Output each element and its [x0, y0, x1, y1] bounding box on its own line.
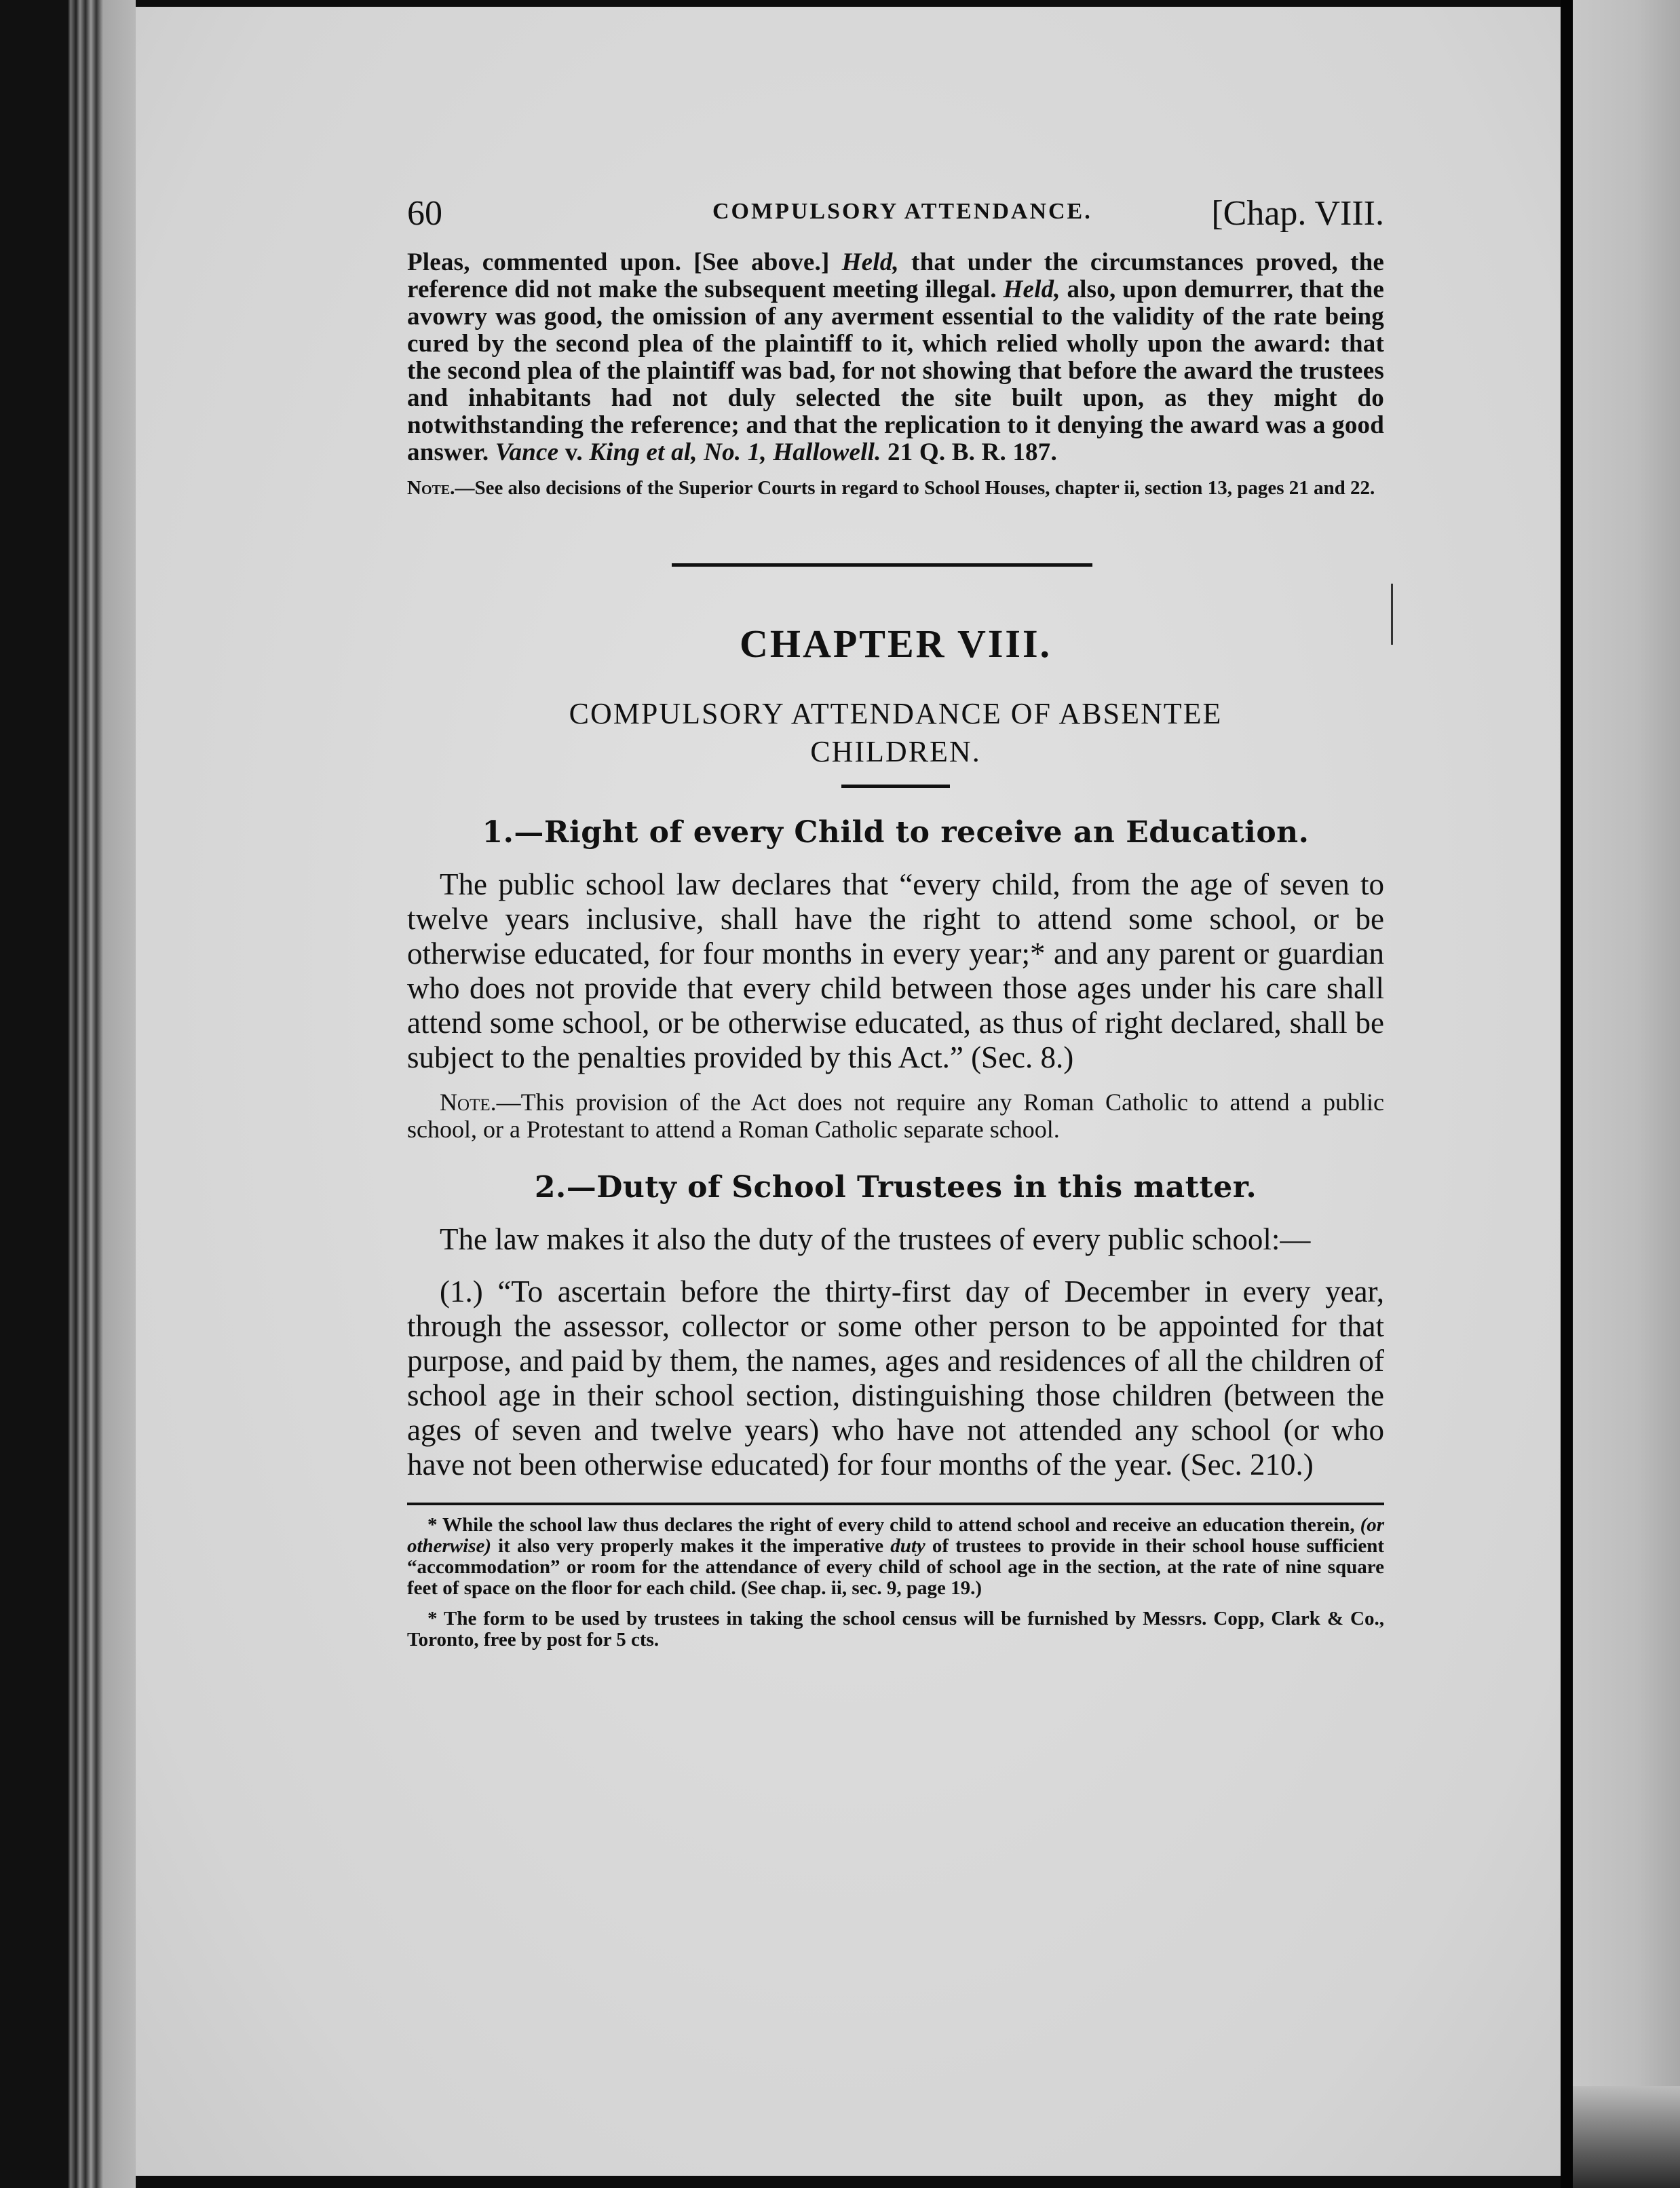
book-spine [1561, 0, 1573, 2188]
title-rule [841, 785, 950, 788]
running-title: COMPULSORY ATTENDANCE. [712, 199, 1092, 224]
page-stack-edge [0, 0, 136, 2188]
footnote-text: of trustees to provide in their school house sufficient “accommodation” or room for the attendance of every child of school age in the section, at the rate of nine square feet of space on the floor for each child. (See chap. ii, sec. 9, page 19.) [407, 1535, 1385, 1599]
footnote-italic: duty [890, 1535, 925, 1557]
footnote-1 [407, 1515, 1384, 1599]
section-2-item-1: (1.) “To ascertain before the thirty-first day of December in every year, through the assessor, collector or some other person to be appointed for that purpose, and paid by them, the names, ages and residences of all the children of school age in their school section, distinguishing those children (between the ages of seven and twelve years) who have not attended any school (or who have not been otherwise educated) for four months of the year. (Sec. 210.) [407, 1275, 1384, 1482]
note-label: Note. [407, 477, 455, 499]
case-text: Pleas, commented upon. [See above.] [407, 248, 830, 276]
margin-mark [1391, 584, 1393, 645]
note-text: —See also decisions of the Superior Courts in regard to School Houses, chapter ii, section 13, pages 21 and 22. [455, 477, 1375, 499]
footnote-text: it also very properly makes it the imperative [498, 1535, 884, 1557]
note-text: —This provision of the Act does not require any Roman Catholic to attend a public school, or a Protestant to attend a Roman Catholic separate school. [407, 1089, 1384, 1143]
section-1-note [407, 1089, 1384, 1143]
chapter-title: CHAPTER VIII. [739, 622, 1052, 666]
case-text: that under the circumstances proved, the reference did not make the subsequent meeting illegal. [407, 248, 1385, 303]
page-number: 60 [407, 194, 442, 233]
citation-case: Vance [495, 438, 559, 466]
note-label: Note. [440, 1089, 497, 1116]
running-head [407, 193, 1384, 241]
facing-page-edge [1573, 0, 1680, 2188]
chapter-reference: [Chap. VIII. [1211, 194, 1384, 233]
section-heading-2: 2.—Duty of School Trustees in this matter. [534, 1170, 1257, 1205]
footnote-text: * While the school law thus declares the right of every child to attend school and receive an education therein, [427, 1514, 1355, 1536]
section-divider [672, 563, 1092, 567]
chapter-subtitle [407, 695, 1384, 771]
citation-case: King et al, No. 1, Hallowell. [589, 438, 881, 466]
footnote-italic: (or otherwise) [407, 1514, 1385, 1557]
held-italic: Held, [841, 248, 899, 276]
citation-report: 21 Q. B. R. 187. [887, 438, 1057, 466]
subtitle-line: CHILDREN. [810, 735, 981, 768]
page-content [407, 193, 1384, 1651]
section-2-intro: The law makes it also the duty of the trustees of every public school:— [440, 1222, 1311, 1256]
citation-v: v. [565, 438, 583, 466]
continued-case-paragraph [407, 249, 1384, 466]
section-heading-1: 1.—Right of every Child to receive an Education. [482, 815, 1310, 850]
held-italic: Held, [1003, 276, 1061, 303]
footnote-rule [407, 1503, 1384, 1505]
footnote-2: * The form to be used by trustees in taking the school census will be furnished by Messrs. Copp, Clark & Co., Toronto, free by post for 5 cts. [407, 1608, 1384, 1651]
note-superior-courts [407, 477, 1384, 499]
subtitle-line: COMPULSORY ATTENDANCE OF ABSENTEE [569, 697, 1223, 730]
case-text: also, upon demurrer, that the avowry was good, the omission of any averment essential to the validity of the rate being cured by the second plea of the plaintiff to it, which relied wholly upon the award: that the second plea of the plaintiff was bad, for not showing that before the award the trustees and inhabitants had not duly selected the site built upon, as they might do notwithstanding the reference; and that the replication to it denying the award was a good answer. [407, 276, 1385, 466]
section-1-body: The public school law declares that “every child, from the age of seven to twelve years inclusive, shall have the right to attend some school, or be otherwise educated, for four months in every year;* and any parent or guardian who does not provide that every child between those ages under his care shall attend some school, or be otherwise educated, as thus of right declared, shall be subject to the penalties provided by this Act.” (Sec. 8.) [407, 867, 1384, 1074]
